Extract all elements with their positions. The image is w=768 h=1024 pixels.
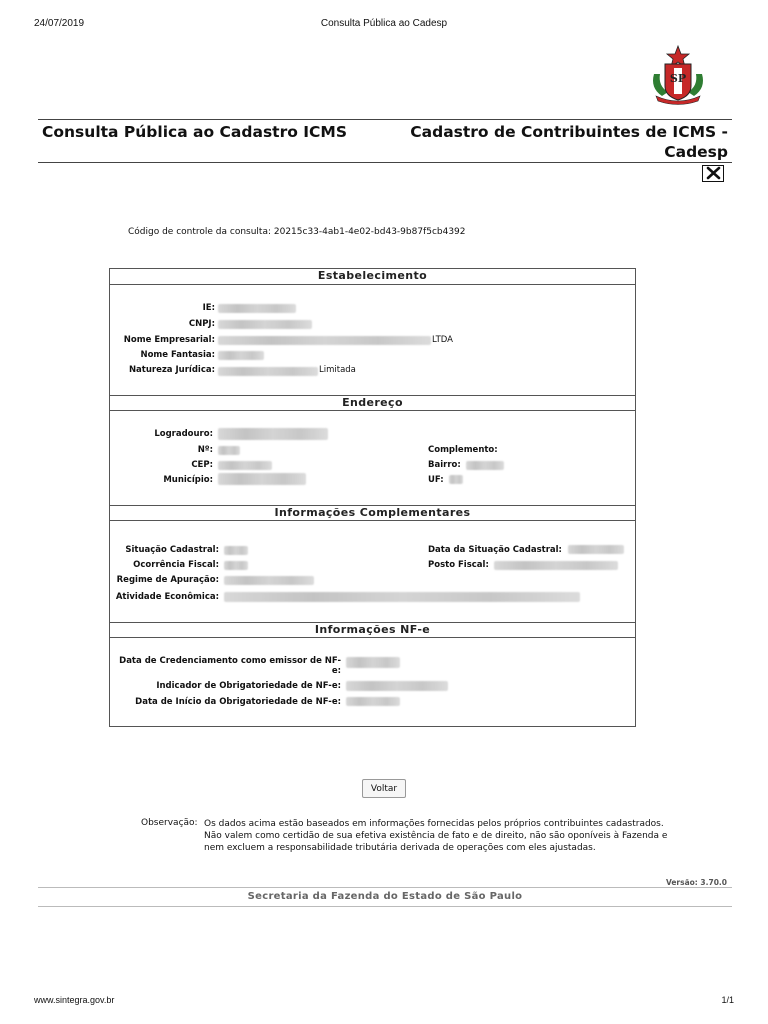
credenciamento-label-line1: Data de Credenciamento como emissor de NF- bbox=[119, 656, 341, 666]
regime-apuracao-value-redacted bbox=[224, 576, 314, 585]
natureza-juridica-label: Natureza Jurídica: bbox=[128, 365, 215, 375]
page-number: 1/1 bbox=[721, 995, 734, 1005]
section-estabelecimento-title: Estabelecimento bbox=[110, 269, 635, 285]
regime-apuracao-label: Regime de Apuração: bbox=[116, 575, 219, 585]
print-date: 24/07/2019 bbox=[34, 18, 85, 29]
page-title: Consulta Pública ao Cadastro ICMS bbox=[42, 123, 348, 141]
system-title: Cadastro de Contribuintes de ICMS - Cadesp bbox=[410, 123, 728, 161]
section-complementares-title: Informações Complementares bbox=[110, 505, 635, 521]
voltar-button[interactable]: Voltar bbox=[362, 779, 406, 798]
version-label: Versão: 3.70.0 bbox=[665, 878, 727, 887]
nome-empresarial-label: Nome Empresarial: bbox=[123, 335, 215, 345]
print-title: Consulta Pública ao Cadesp bbox=[320, 18, 448, 29]
cep-value-redacted bbox=[218, 461, 272, 470]
complemento-label: Complemento: bbox=[428, 445, 498, 455]
result-box bbox=[109, 268, 636, 727]
close-button[interactable] bbox=[702, 165, 724, 182]
atividade-economica-value-redacted bbox=[224, 592, 580, 602]
indicador-obrigatoriedade-label: Indicador de Obrigatoriedade de NF-e: bbox=[156, 681, 341, 691]
inicio-obrigatoriedade-value-redacted bbox=[346, 697, 400, 706]
nome-empresarial-value-redacted bbox=[218, 336, 431, 345]
numero-label: Nº: bbox=[197, 445, 213, 455]
atividade-economica-label: Atividade Econômica: bbox=[115, 592, 219, 602]
posto-fiscal-label: Posto Fiscal: bbox=[428, 560, 489, 570]
data-situacao-cadastral-value-redacted bbox=[568, 545, 624, 554]
svg-text:SP: SP bbox=[669, 72, 687, 85]
section-endereco-title: Endereço bbox=[110, 395, 635, 411]
nome-empresarial-suffix: LTDA bbox=[432, 335, 453, 345]
observacao-label: Observação: bbox=[141, 818, 198, 828]
section-nfe-title: Informações NF-e bbox=[110, 622, 635, 638]
close-icon bbox=[704, 166, 723, 180]
footer-bar: Secretaria da Fazenda do Estado de São Paulo bbox=[38, 887, 732, 907]
cnpj-label: CNPJ: bbox=[188, 319, 215, 329]
logradouro-label: Logradouro: bbox=[154, 429, 213, 439]
control-code: Código de controle da consulta: 20215c33-4ab1-4e02-bd43-9b87f5cb4392 bbox=[128, 227, 466, 237]
sao-paulo-seal-icon bbox=[648, 44, 708, 106]
posto-fiscal-value-redacted bbox=[494, 561, 618, 570]
logradouro-value-redacted bbox=[218, 428, 328, 440]
credenciamento-label-line2: e: bbox=[331, 666, 341, 676]
numero-value-redacted bbox=[218, 446, 240, 455]
bairro-label: Bairro: bbox=[428, 460, 461, 470]
ocorrencia-fiscal-value-redacted bbox=[224, 561, 248, 570]
cnpj-value-redacted bbox=[218, 320, 312, 329]
title-bar bbox=[38, 119, 732, 163]
ie-label: IE: bbox=[202, 303, 215, 313]
inicio-obrigatoriedade-label: Data de Início da Obrigatoriedade de NF-e: bbox=[135, 697, 341, 707]
situacao-cadastral-label: Situação Cadastral: bbox=[125, 545, 219, 555]
print-header bbox=[0, 18, 768, 32]
uf-label: UF: bbox=[428, 475, 444, 485]
cep-label: CEP: bbox=[191, 460, 213, 470]
data-situacao-cadastral-label: Data da Situação Cadastral: bbox=[428, 545, 562, 555]
municipio-value-redacted bbox=[218, 473, 306, 485]
print-url: www.sintegra.gov.br bbox=[34, 995, 115, 1005]
situacao-cadastral-value-redacted bbox=[224, 546, 248, 555]
ocorrencia-fiscal-label: Ocorrência Fiscal: bbox=[133, 560, 219, 570]
nome-fantasia-label: Nome Fantasia: bbox=[140, 350, 215, 360]
nome-fantasia-value-redacted bbox=[218, 351, 264, 360]
indicador-obrigatoriedade-value-redacted bbox=[346, 681, 448, 691]
uf-value-redacted bbox=[449, 475, 463, 484]
credenciamento-value-redacted bbox=[346, 657, 400, 668]
observacao-text: Os dados acima estão baseados em informações fornecidas pelos próprios contribuintes cadastrados. Não valem como certidão de sua efetiva existência de fato e de direito, não são oponíveis à Fazenda e nem excluem a responsabilidade tributária derivada de operações com eles ajustadas. bbox=[204, 819, 668, 853]
municipio-label: Município: bbox=[163, 475, 213, 485]
print-footer bbox=[0, 995, 768, 1009]
natureza-juridica-value-redacted bbox=[218, 367, 318, 376]
bairro-value-redacted bbox=[466, 461, 504, 470]
natureza-juridica-suffix: Limitada bbox=[319, 365, 356, 375]
ie-value-redacted bbox=[218, 304, 296, 313]
